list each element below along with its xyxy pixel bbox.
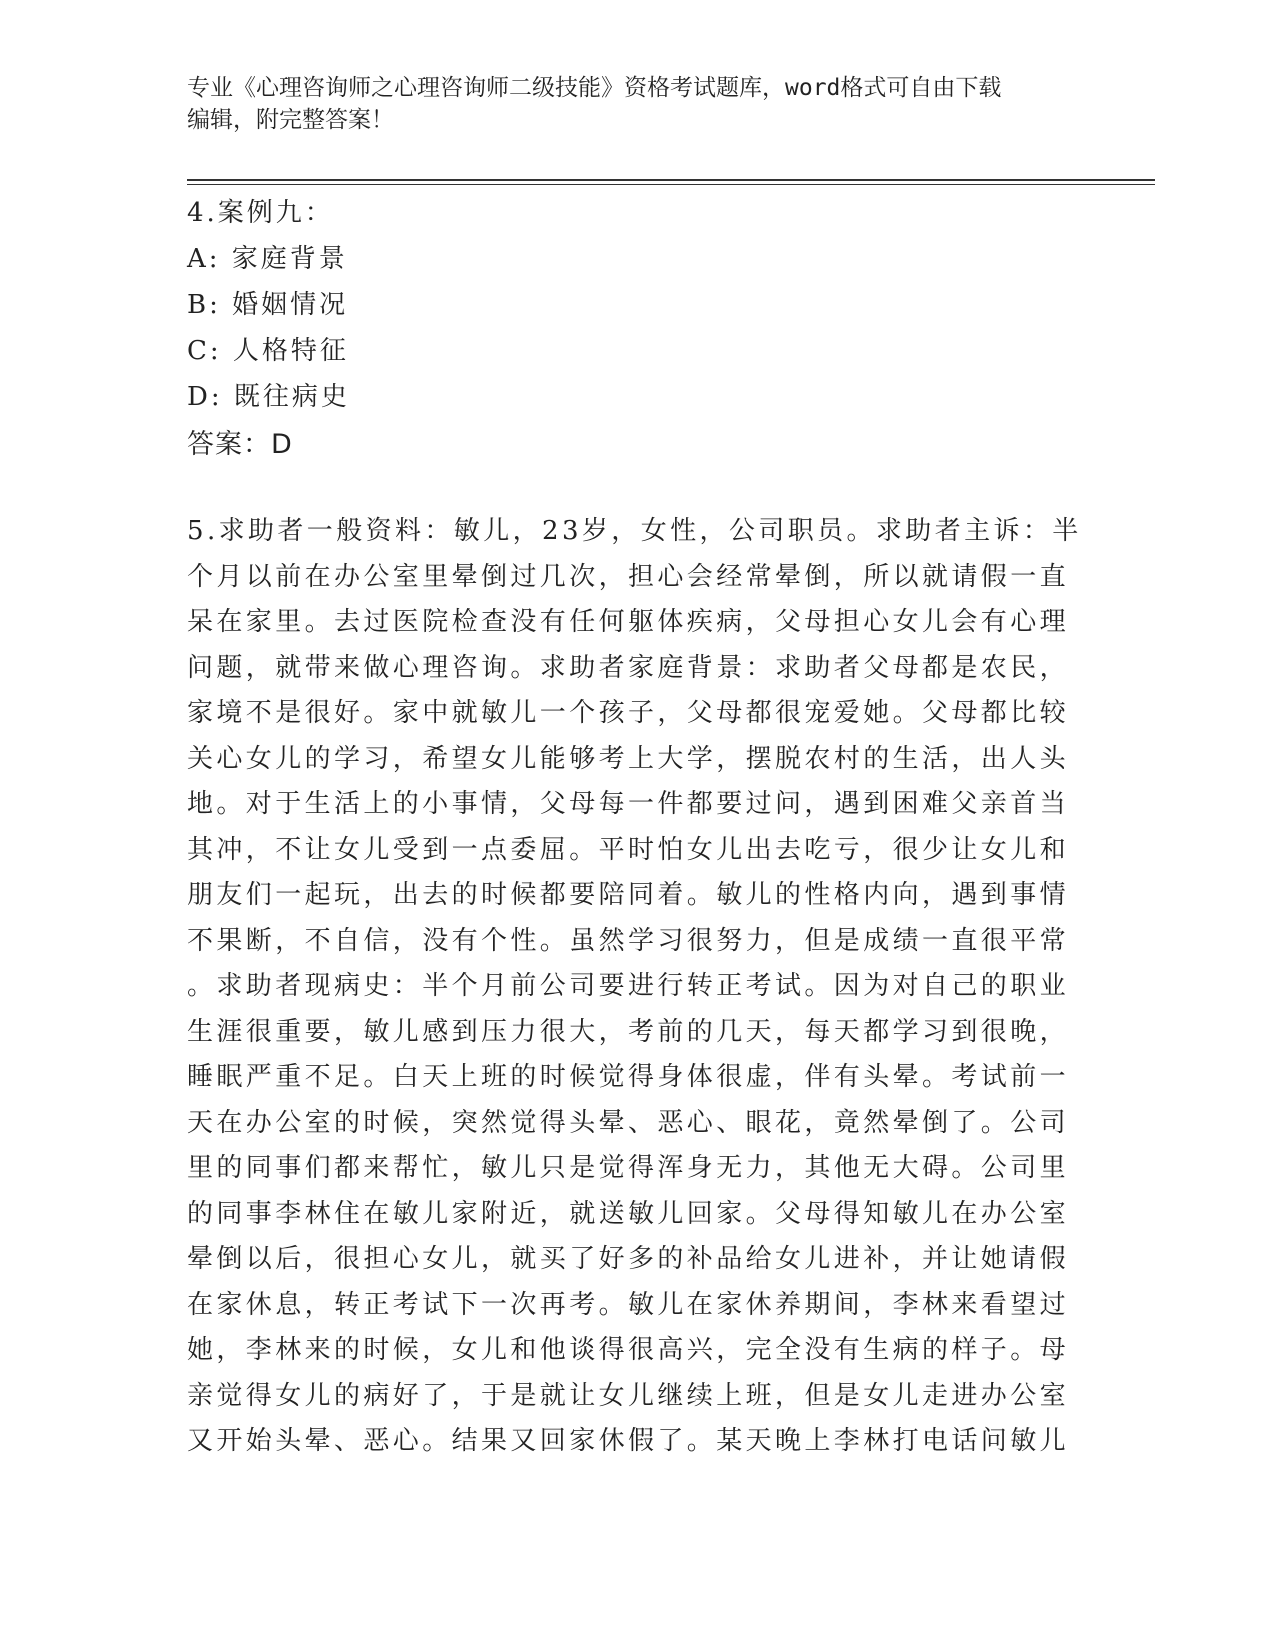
paragraph-line: 其冲，不让女儿受到一点委屈。平时怕女儿出去吃亏，很少让女儿和 (187, 834, 1070, 865)
option-b: B: 婚姻情况 (187, 290, 349, 320)
header-divider-thin (187, 184, 1155, 185)
paragraph-line: 不果断，不自信，没有个性。虽然学习很努力，但是成绩一直很平常 (187, 925, 1070, 956)
paragraph-line: 个月以前在办公室里晕倒过几次，担心会经常晕倒，所以就请假一直 (187, 561, 1070, 592)
paragraph-line: 5.求助者一般资料：敏儿，23岁，女性，公司职员。求助者主诉：半 (187, 516, 1082, 546)
header-line-1: 专业《心理咨询师之心理咨询师二级技能》资格考试题库，word格式可自由下载 (187, 75, 1002, 101)
paragraph-line: 她，李林来的时候，女儿和他谈得很高兴，完全没有生病的样子。母 (187, 1335, 1070, 1365)
paragraph-line: 的同事李林住在敏儿家附近，就送敏儿回家。父母得知敏儿在办公室 (187, 1198, 1070, 1229)
paragraph-line: 睡眠严重不足。白天上班的时候觉得身体很虚，伴有头晕。考试前一 (187, 1062, 1070, 1092)
paragraph-line: 里的同事们都来帮忙，敏儿只是觉得浑身无力，其他无大碍。公司里 (187, 1153, 1070, 1183)
paragraph-line: 地。对于生活上的小事情，父母每一件都要过问，遇到困难父亲首当 (187, 789, 1070, 819)
paragraph-line: 又开始头晕、恶心。结果又回家休假了。某天晚上李林打电话问敏儿 (187, 1426, 1070, 1456)
header-line-2: 编辑，附完整答案！ (187, 107, 394, 133)
document-header (187, 72, 1067, 136)
paragraph-line: 关心女儿的学习，希望女儿能够考上大学，摆脱农村的生活，出人头 (187, 743, 1070, 774)
paragraph-line: 。求助者现病史：半个月前公司要进行转正考试。因为对自己的职业 (187, 971, 1070, 1001)
header-divider-thick (187, 179, 1155, 181)
paragraph-line: 朋友们一起玩，出去的时候都要陪同着。敏儿的性格内向，遇到事情 (187, 880, 1070, 910)
paragraph-line: 晕倒以后，很担心女儿，就买了好多的补品给女儿进补，并让她请假 (187, 1244, 1070, 1274)
paragraph-line: 家境不是很好。家中就敏儿一个孩子，父母都很宠爱她。父母都比较 (187, 698, 1070, 728)
paragraph-line: 问题，就带来做心理咨询。求助者家庭背景：求助者父母都是农民， (187, 652, 1070, 683)
option-a: A: 家庭背景 (187, 244, 348, 274)
answer-label: 答案：D (187, 429, 293, 460)
option-d: D: 既往病史 (187, 382, 350, 412)
paragraph-line: 在家休息，转正考试下一次再考。敏儿在家休养期间，李林来看望过 (187, 1289, 1070, 1320)
paragraph-line: 生涯很重要，敏儿感到压力很大，考前的几天，每天都学习到很晚， (187, 1016, 1070, 1047)
paragraph-line: 呆在家里。去过医院检查没有任何躯体疾病，父母担心女儿会有心理 (187, 607, 1070, 637)
option-c: C: 人格特征 (187, 336, 349, 366)
paragraph-line: 亲觉得女儿的病好了，于是就让女儿继续上班，但是女儿走进办公室 (187, 1380, 1070, 1411)
paragraph-line: 天在办公室的时候，突然觉得头晕、恶心、眼花，竟然晕倒了。公司 (187, 1107, 1070, 1138)
question-4 (187, 190, 350, 468)
question-stem: 4.案例九： (187, 198, 334, 228)
question-5 (187, 509, 1082, 1465)
